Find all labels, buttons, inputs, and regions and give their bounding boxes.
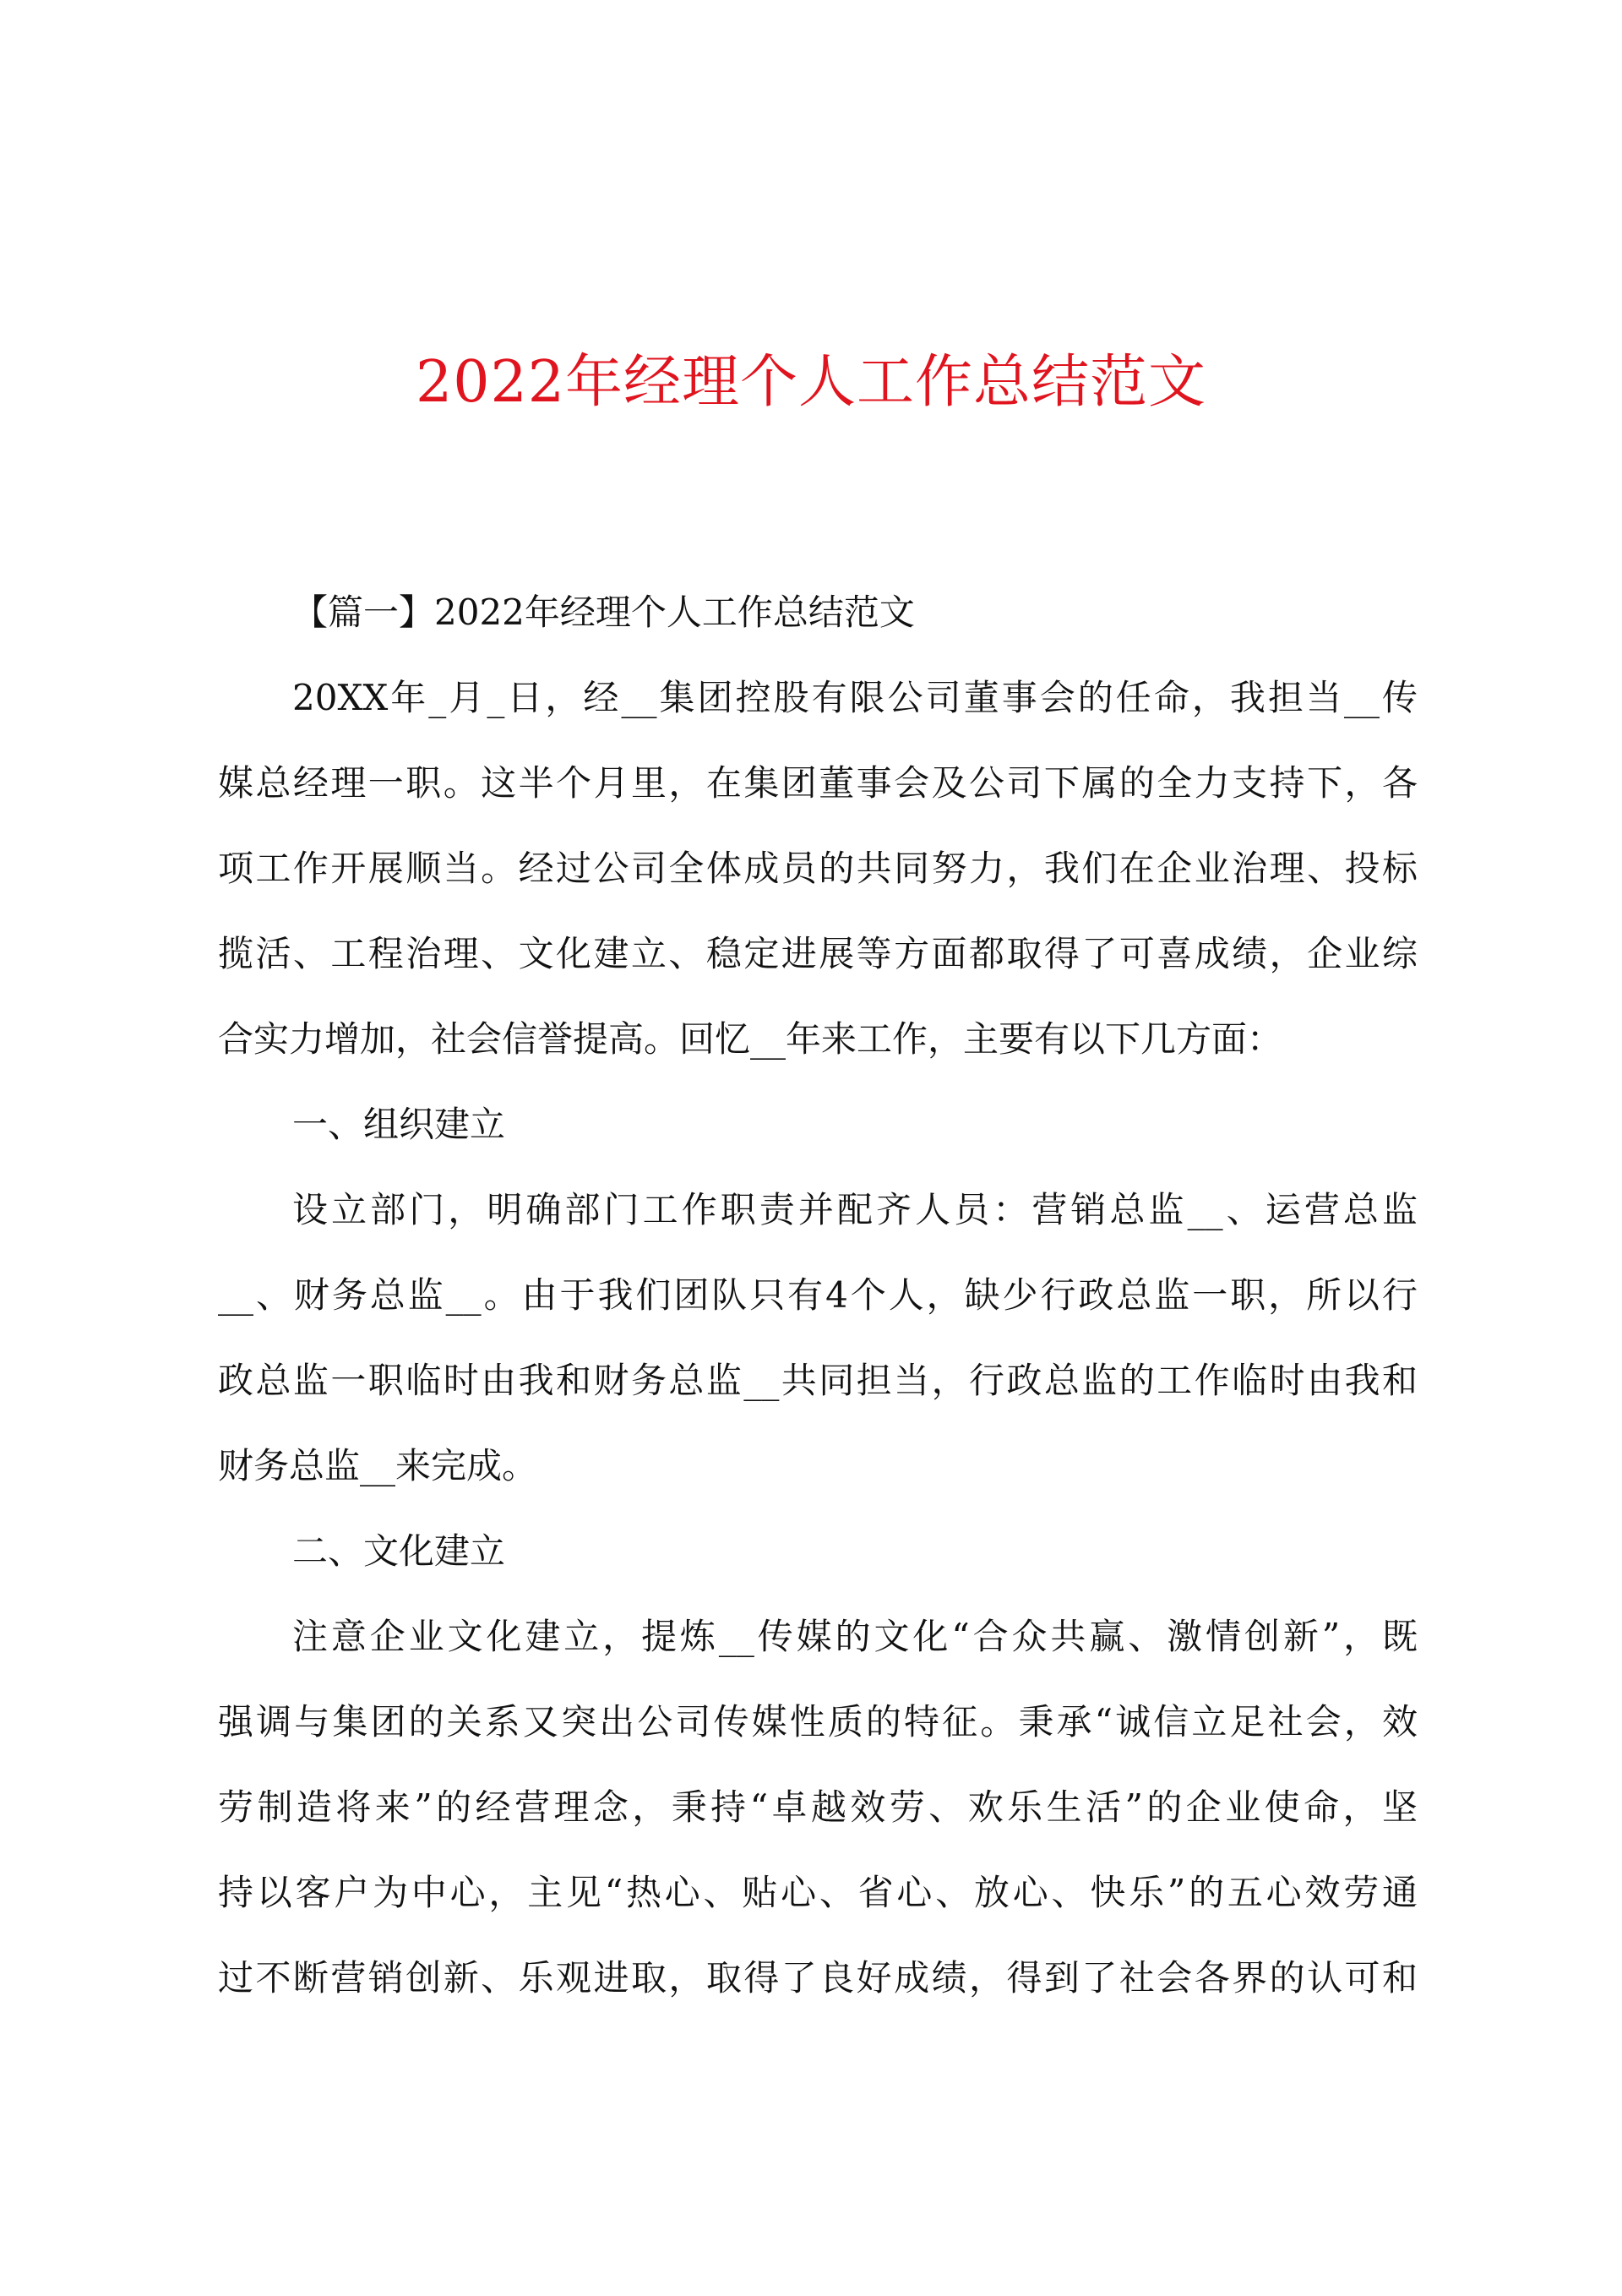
document-title: 2022年经理个人工作总结范文 xyxy=(415,349,1207,416)
section-heading: 一、组织建立 xyxy=(292,1104,506,1145)
paragraph-line: 项工作开展顺当。经过公司全体成员的共同努力，我们在企业治理、投标 xyxy=(218,848,1418,889)
section-heading: 二、文化建立 xyxy=(292,1530,506,1572)
paragraph-line: 财务总监__来完成。 xyxy=(218,1445,538,1486)
paragraph-line: 揽活、工程治理、文化建立、稳定进展等方面都取得了可喜成绩，企业综 xyxy=(218,933,1418,974)
paragraph-line: 劳制造将来”的经营理念，秉持“卓越效劳、欢乐生活”的企业使命，坚 xyxy=(218,1786,1418,1828)
paragraph-line: 政总监一职临时由我和财务总监__共同担当，行政总监的工作临时由我和 xyxy=(218,1360,1418,1401)
paragraph-line: 20XX年_月_日，经__集团控股有限公司董事会的任命，我担当__传 xyxy=(292,677,1418,718)
paragraph-line: 持以客户为中心，主见“热心、贴心、省心、放心、快乐”的五心效劳通 xyxy=(218,1872,1418,1913)
paragraph-line: 强调与集团的关系又突出公司传媒性质的特征。秉承“诚信立足社会，效 xyxy=(218,1701,1418,1742)
paragraph-line: 过不断营销创新、乐观进取，取得了良好成绩，得到了社会各界的认可和 xyxy=(218,1957,1418,1999)
paragraph-line: 注意企业文化建立，提炼__传媒的文化“合众共赢、激情创新”，既 xyxy=(292,1616,1418,1657)
document-body xyxy=(218,570,1418,2021)
paragraph-line: 媒总经理一职。这半个月里，在集团董事会及公司下属的全力支持下，各 xyxy=(218,762,1418,804)
paragraph-line: 合实力增加，社会信誉提高。回忆__年来工作，主要有以下几方面： xyxy=(218,1018,1283,1060)
section-heading-part-one: 【篇一】2022年经理个人工作总结范文 xyxy=(292,592,915,633)
paragraph-line: __、财务总监__。由于我们团队只有4个人，缺少行政总监一职，所以行 xyxy=(218,1274,1418,1316)
paragraph-line: 设立部门，明确部门工作职责并配齐人员：营销总监__、运营总监 xyxy=(292,1189,1418,1230)
